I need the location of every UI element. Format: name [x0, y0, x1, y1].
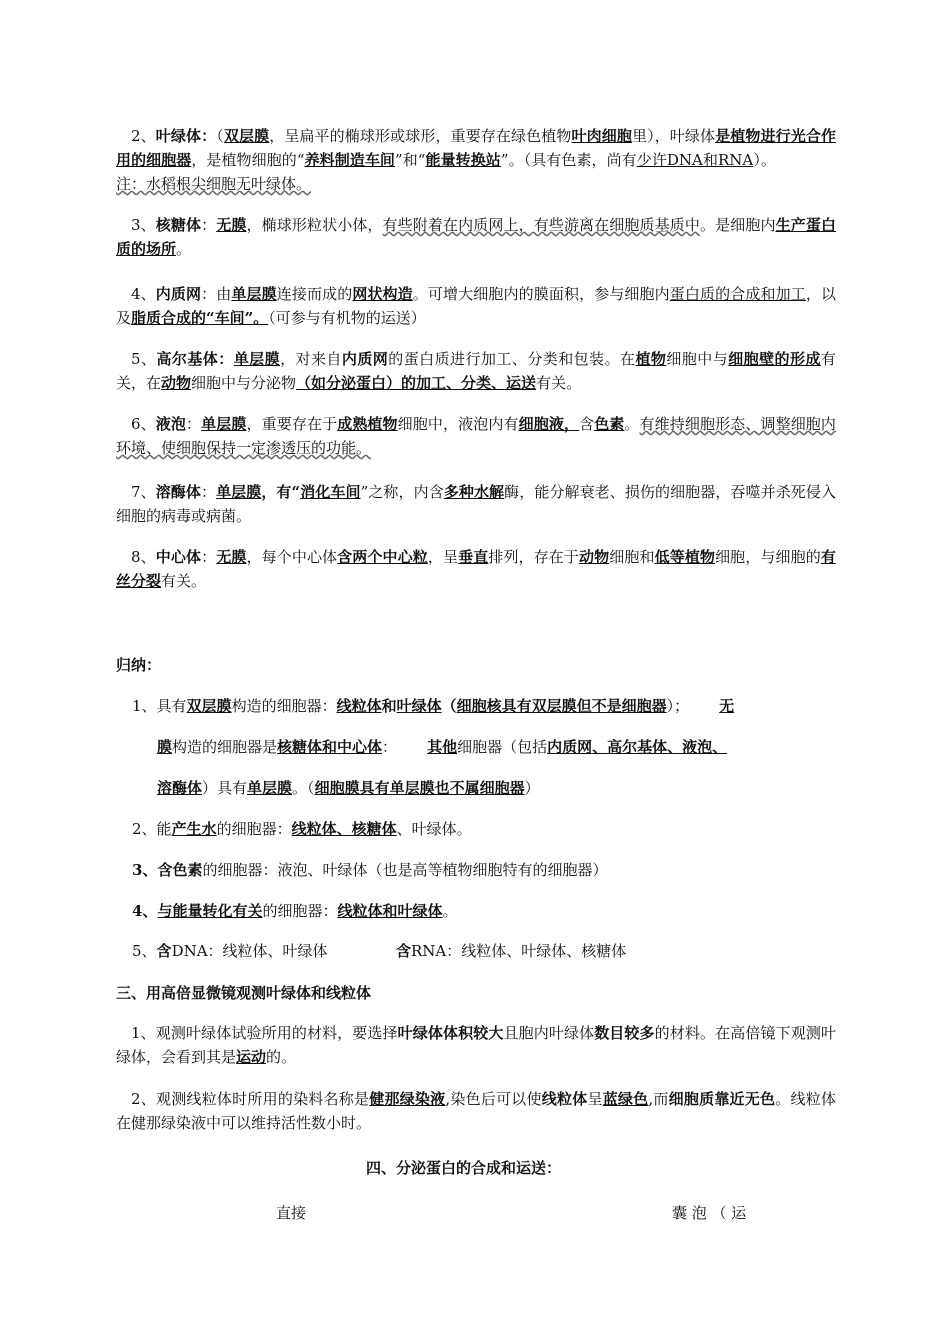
text: 细胞中与: [666, 350, 729, 368]
key-term: 网状构造: [352, 285, 413, 303]
key-term: 其他: [427, 738, 458, 756]
key-term: 少许DNA和RNA: [636, 151, 754, 169]
text: ，是植物细胞的“: [191, 151, 305, 169]
text: ：: [382, 738, 398, 756]
summary-heading: 归纳：: [116, 656, 162, 674]
text: （可参与有机物的运送）: [268, 309, 426, 327]
text: 有关，在: [116, 350, 836, 392]
key-term: 叶绿体体积较大: [397, 1024, 504, 1042]
section-3-paragraph-2: [116, 1087, 836, 1135]
key-term: （如分泌蛋白）的加工、分类、运送: [296, 374, 537, 392]
summary-item-1-line-2: [157, 735, 727, 759]
key-term: 与能量转化有关: [157, 902, 263, 920]
key-term: 细胞壁的形成: [728, 350, 821, 368]
text: 2、能: [132, 820, 172, 838]
item-number: 3、: [131, 216, 156, 234]
text: 细胞，与细胞的: [715, 548, 821, 566]
key-term: 线粒体、核糖体: [291, 820, 397, 838]
text: ：由: [201, 285, 232, 303]
key-term: 核糖体和中心体: [277, 738, 383, 756]
text: ，对来自: [280, 350, 342, 368]
key-term: 内质网、高尔基体、液泡、: [547, 738, 728, 756]
key-term: 蛋白质的合成和加工: [669, 285, 806, 303]
key-term: 成熟植物: [337, 415, 398, 433]
key-term: 运动: [236, 1048, 267, 1066]
text: ”之称，内含: [360, 483, 444, 501]
text: ”。（具有色素，尚有: [500, 151, 637, 169]
term-chloroplast: 叶绿体：: [155, 127, 217, 145]
text: RNA：线粒体、叶绿体、核糖体: [411, 942, 627, 960]
term-golgi: 高尔基体：: [156, 350, 234, 368]
paragraph-centrosome: [116, 545, 836, 593]
diagram-label-vesicle: 囊 泡 （ 运: [672, 1204, 747, 1222]
text: 的细胞器：液泡、叶绿体（也是高等植物细胞特有的细胞器）: [202, 861, 608, 879]
item-number: 2、: [131, 1090, 157, 1108]
key-term: 细胞核具有双层膜但不是细胞器: [456, 697, 667, 715]
text: ，每个中心体: [246, 548, 338, 566]
text: 连接而成的: [276, 285, 353, 303]
text: 和: [381, 697, 397, 715]
note: 注：水稻根尖细胞无叶绿体。: [116, 175, 312, 193]
term-vacuole: 液泡: [155, 415, 187, 433]
key-term: 线粒体: [336, 697, 382, 715]
summary-item-3: [132, 858, 607, 882]
key-term: 膜: [157, 738, 173, 756]
key-term: 低等植物: [654, 548, 716, 566]
text: 5、: [132, 942, 157, 960]
section-3-paragraph-1: [116, 1021, 836, 1069]
text: ）具有: [202, 779, 248, 797]
key-term: 脂质合成的“车间”。: [131, 309, 269, 327]
text: 排列，存在于: [488, 548, 580, 566]
text: 有关。: [161, 572, 207, 590]
key-term: 叶肉细胞: [571, 127, 632, 145]
text: ：: [201, 216, 217, 234]
item-number: 1、: [131, 1024, 156, 1042]
text: 细胞和: [609, 548, 655, 566]
text: ：: [186, 415, 202, 433]
text: 1、具有: [132, 697, 187, 715]
term-centrosome: 中心体: [155, 548, 202, 566]
item-number: 8、: [131, 548, 156, 566]
key-term: 含色素: [157, 861, 203, 879]
key-term: 蓝绿色: [602, 1090, 649, 1108]
key-term: 产生水: [171, 820, 217, 838]
text: ，有“: [261, 483, 301, 501]
key-term: 是植物进行光合作用的细胞器: [116, 127, 836, 169]
key-term: 动物: [579, 548, 610, 566]
key-term: 健那绿染液: [369, 1090, 446, 1108]
paragraph-lysosome: [116, 480, 836, 528]
text: 3、: [132, 861, 158, 879]
item-number: 6、: [131, 415, 156, 433]
paragraph-vacuole: [116, 412, 836, 460]
text: ，呈: [427, 548, 459, 566]
text: 的细胞器：: [216, 820, 292, 838]
text: 里），叶绿体: [631, 127, 716, 145]
wavy-text: 有些附着在内质网上，有些游离在细胞质基质中: [382, 216, 700, 234]
text: ，椭球形粒状小体，: [246, 216, 383, 234]
text: 。可增大细胞内的膜面积，参与细胞内: [412, 285, 670, 303]
text: 。: [176, 240, 192, 258]
text: ）；: [666, 697, 690, 715]
key-term: 数目较多: [594, 1024, 655, 1042]
key-term: 色素: [594, 415, 625, 433]
key-term: 消化车间: [300, 483, 361, 501]
text: 。: [624, 415, 640, 433]
section-3-heading: 三、用高倍显微镜观测叶绿体和线粒体: [116, 984, 372, 1002]
paragraph-er: [116, 282, 836, 330]
text: 的细胞器：: [262, 902, 338, 920]
text: DNA：线粒体、叶绿体: [171, 942, 328, 960]
item-number: 7、: [131, 483, 156, 501]
text: ”和“: [394, 151, 426, 169]
text: 含: [579, 415, 595, 433]
key-term: 溶酶体: [157, 779, 203, 797]
key-term: 双层膜: [223, 127, 270, 145]
text: ，以及: [116, 285, 836, 327]
text: 呈: [587, 1090, 603, 1108]
text: 细胞中，液泡内有: [397, 415, 519, 433]
text: ，呈扁平的椭球形或球形，重要存在绿色植物: [269, 127, 572, 145]
key-term: 单层膜: [247, 779, 293, 797]
text: ,染色后可以使: [445, 1090, 542, 1108]
text: ：: [200, 483, 217, 501]
paragraph-ribosome: [116, 213, 836, 261]
text: 观测叶绿体试验所用的材料，要选择: [155, 1024, 398, 1042]
text: 构造的细胞器是: [172, 738, 278, 756]
key-term: 叶绿体: [396, 697, 442, 715]
text: ）。: [753, 151, 776, 169]
text: 构造的细胞器：: [231, 697, 337, 715]
summary-item-1-line-1: [132, 694, 749, 718]
paragraph-chloroplast: [116, 124, 836, 196]
text: 。是细胞内: [700, 216, 776, 234]
item-number: 2、: [131, 127, 156, 145]
text: ，重要存在于: [246, 415, 338, 433]
text: 的蛋白质进行加工、分类和包装。在: [388, 350, 636, 368]
text: （: [216, 127, 224, 145]
text: 。（: [292, 779, 315, 797]
text: 的材料。在高倍镜下观测叶绿体，会看到其是: [116, 1024, 836, 1066]
key-term: 细胞膜具有单层膜也不属细胞器: [314, 779, 525, 797]
term-lysosome: 溶酶体: [155, 483, 201, 501]
key-term: 养料制造车间: [304, 151, 395, 169]
summary-item-5: [132, 939, 328, 963]
text: 、叶绿体。: [396, 820, 472, 838]
summary-item-5-rna: [396, 939, 626, 963]
section-4-heading: 四、分泌蛋白的合成和运送：: [366, 1159, 562, 1177]
key-term: 双层膜: [186, 697, 232, 715]
item-number: 5、: [131, 350, 157, 368]
text: 酶，能分解衰老、损伤的细胞器，吞噬并杀死侵入细胞的病毒或病菌。: [116, 483, 836, 525]
key-term: 无膜: [216, 548, 247, 566]
text: 的。: [266, 1048, 297, 1066]
key-term: 动物: [161, 374, 192, 392]
term-ribosome: 核糖体: [155, 216, 202, 234]
text: ）: [524, 779, 540, 797]
key-term: 单层膜: [231, 285, 277, 303]
text: （: [441, 697, 457, 715]
key-term: 生产蛋白质的场所: [116, 216, 836, 258]
paragraph-golgi: [116, 347, 836, 395]
text: 有关。: [536, 374, 582, 392]
key-term: 含两个中心粒: [337, 548, 428, 566]
text: 细胞中与分泌物: [191, 374, 297, 392]
text: 。: [442, 902, 458, 920]
term-er: 内质网: [155, 285, 202, 303]
key-term: 线粒体和叶绿体: [337, 902, 443, 920]
key-term: 垂直: [458, 548, 489, 566]
text: ：: [201, 548, 217, 566]
key-term: 线粒体: [541, 1090, 588, 1108]
key-term: 单层膜: [201, 415, 247, 433]
text: 观测线粒体时所用的染料名称是: [156, 1090, 370, 1108]
key-term: 有丝分裂: [116, 548, 836, 590]
item-number: 4、: [131, 285, 156, 303]
key-term: 能量转换站: [425, 151, 501, 169]
summary-item-4: [132, 899, 458, 923]
text: 4、: [132, 902, 158, 920]
key-term: 无: [719, 697, 735, 715]
summary-item-1-line-3: [157, 776, 540, 800]
key-term: 含: [156, 942, 172, 960]
key-term: 植物: [635, 350, 667, 368]
text: 细胞器（包括: [457, 738, 548, 756]
key-term: 无膜: [216, 216, 247, 234]
text: ,而: [648, 1090, 669, 1108]
key-term: 单层膜: [233, 350, 281, 368]
key-term: 多种水解: [443, 483, 505, 501]
text: 且胞内叶绿体: [503, 1024, 595, 1042]
key-term: 内质网: [341, 350, 389, 368]
key-term: 细胞质靠近无色: [668, 1090, 776, 1108]
wavy-text: 有维持细胞形态、调整细胞内环境、使细胞保持一定渗透压的功能。: [116, 415, 836, 457]
diagram-label-direct: 直接: [276, 1204, 307, 1222]
key-term: 含: [396, 942, 412, 960]
text: 。线粒体在健那绿染液中可以维持活性数小时。: [116, 1090, 836, 1132]
key-term: 细胞液，: [518, 415, 580, 433]
key-term: 单层膜: [216, 483, 262, 501]
summary-item-2: [132, 817, 472, 841]
